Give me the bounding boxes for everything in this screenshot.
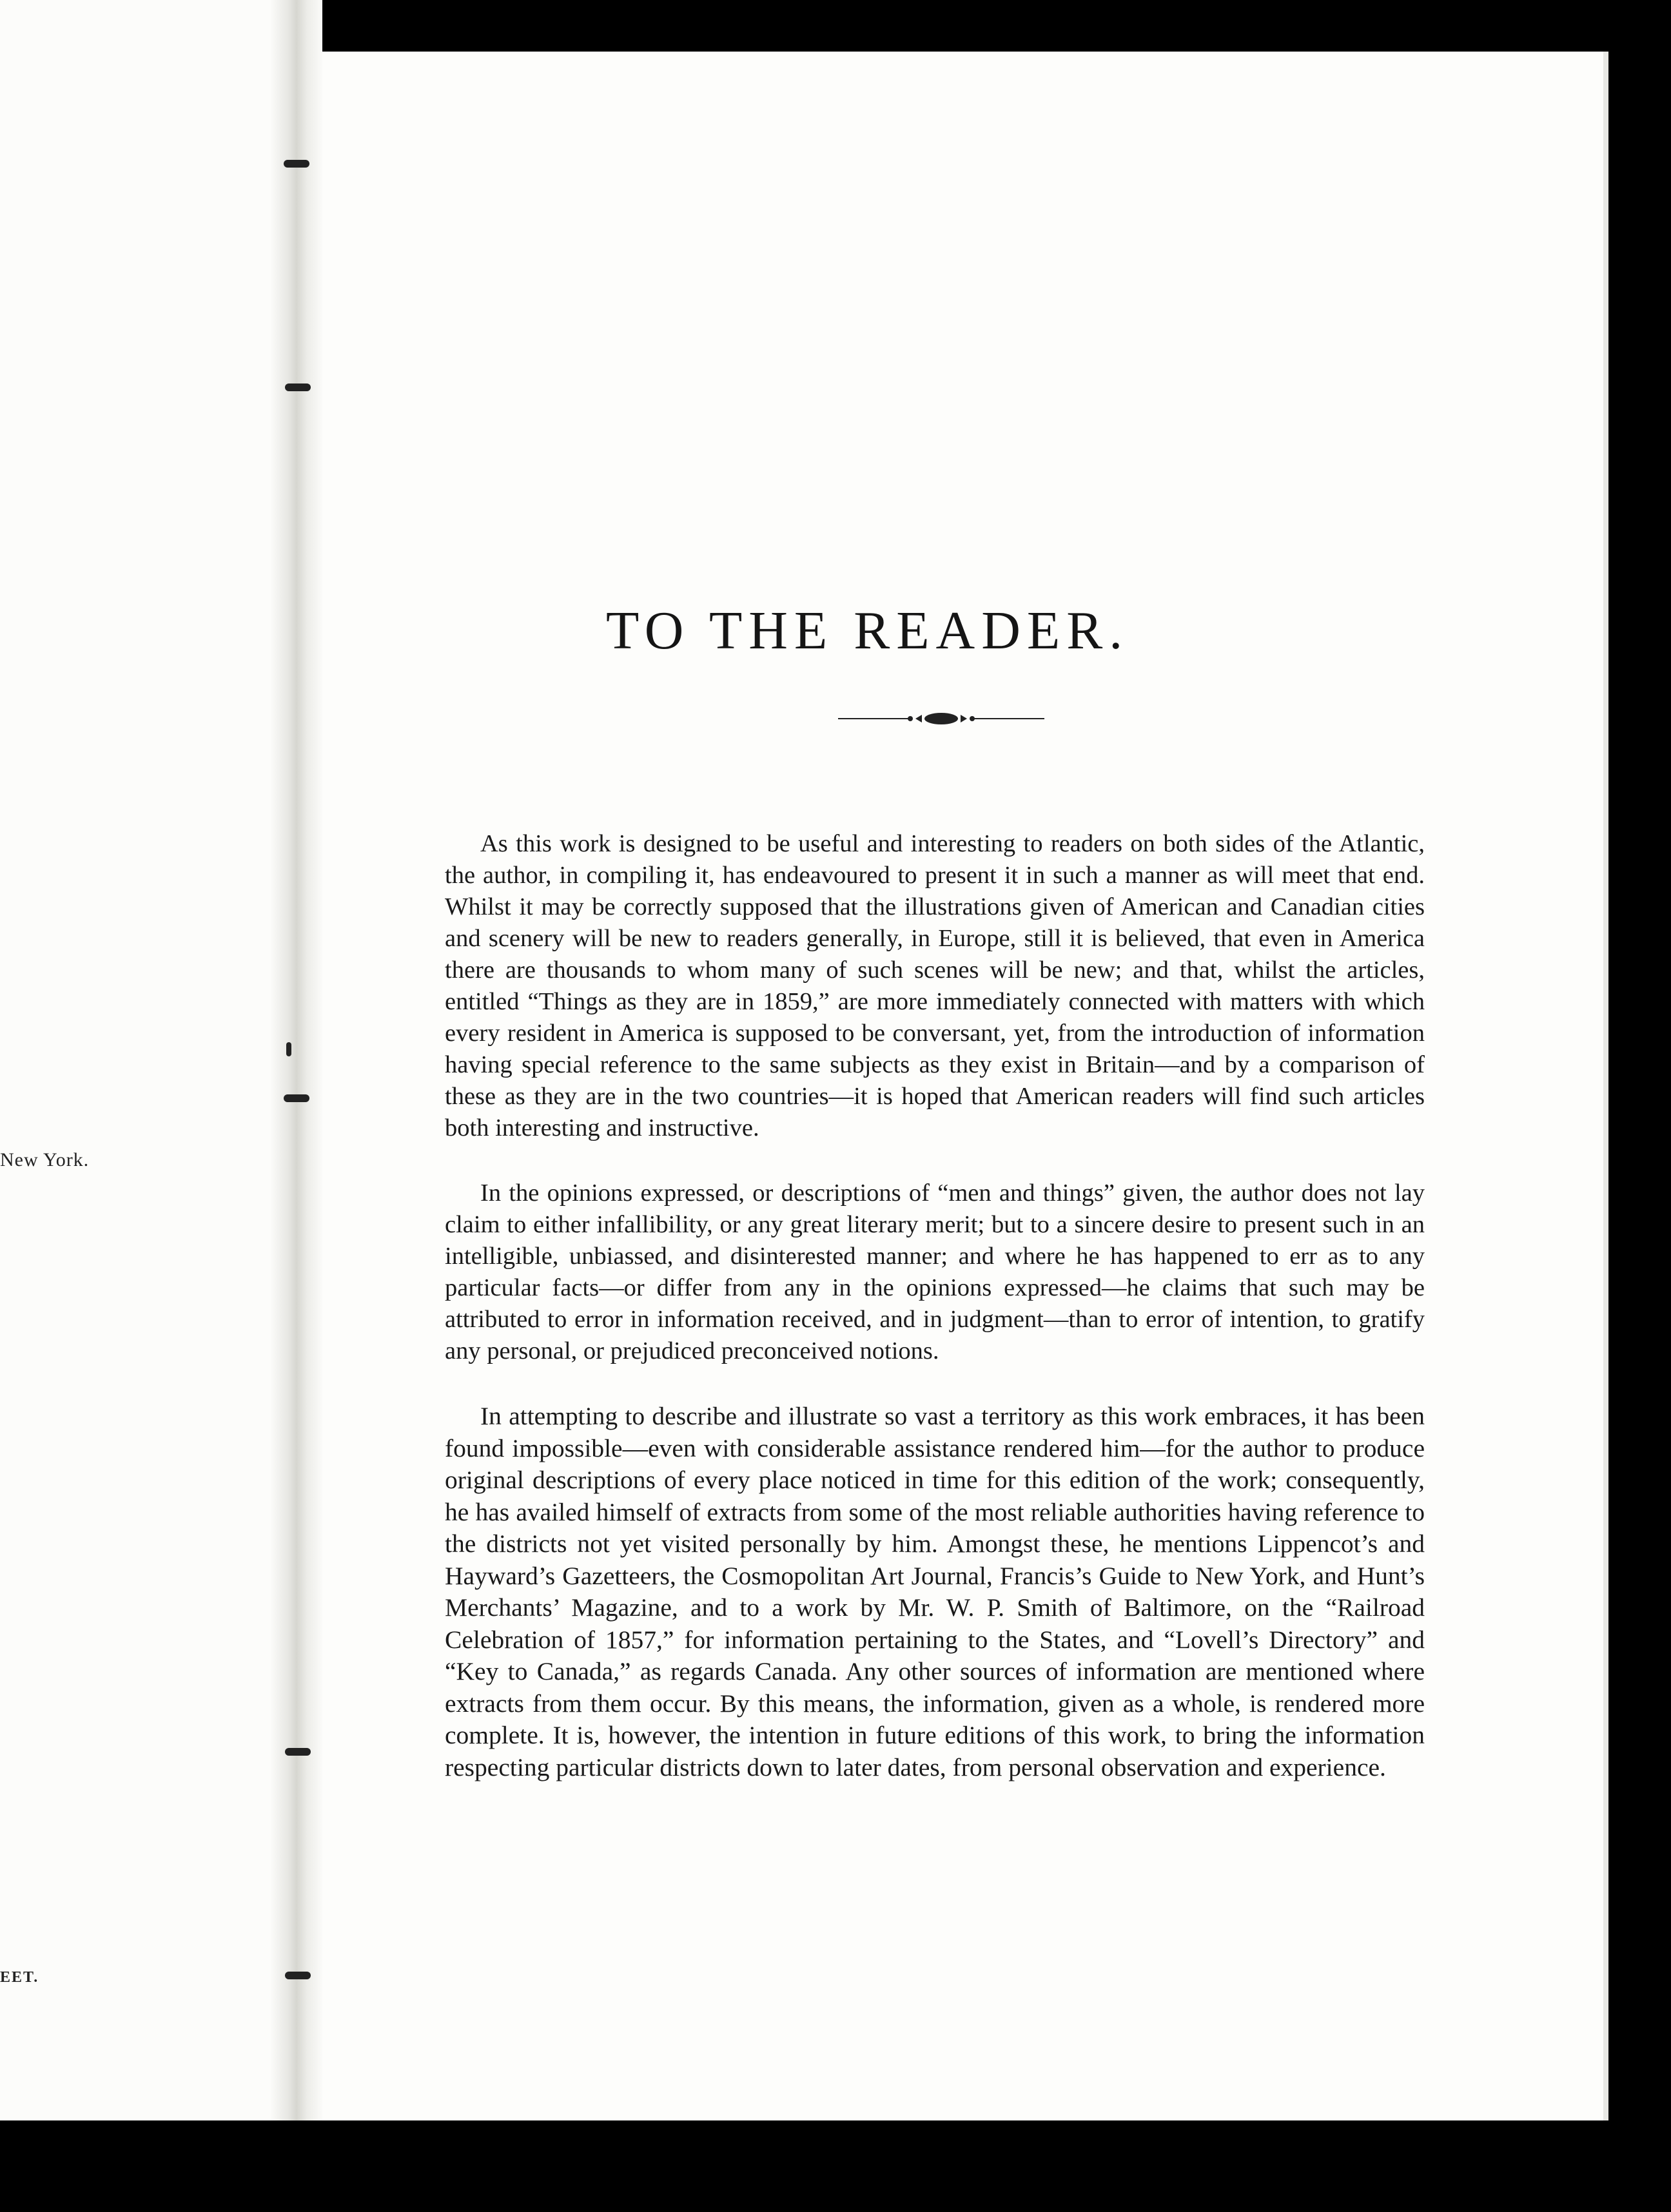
binding-stitch <box>286 1042 291 1056</box>
title-ornament <box>838 709 1044 728</box>
binding-stitch <box>284 160 309 168</box>
paragraph-1: As this work is designed to be useful and interesting to readers on both sides of the Atlantic, the author, in compiling it, has endeavoured to present it in such a manner as will meet that end. Whilst it may be correctly supposed that the illustrations given of American and Canadian cities and scenery will be new to readers generally, in Europe, still it is believed, that even in America there are thousands to whom many of such scenes will be new; and that, whilst the articles, entitled “Things as they are in 1859,” are more immediately connected with matters with which every resident in America is supposed to be conversant, yet, from the introduction of information having special reference to the same subjects as they exist in Britain—and by a comparison of these as they are in the two countries—it is hoped that American readers will find such articles both interesting and instructive. <box>445 830 1425 1141</box>
binding-stitch <box>285 1748 311 1756</box>
left-page-fragment-street: EET. <box>0 1969 39 1986</box>
paragraph-3: In attempting to describe and illustrate so vast a territory as this work embraces, it has been found impossible—even with considerable assistance rendered him—for the author to produce original descriptions of every place noticed in time for this edition of the work; consequently, he has availed himself of extracts from some of the most reliable authorities having reference to the districts not yet visited personally by him. Amongst these, he mentions Lippencot’s and Hayward’s Gazetteers, the Cosmopolitan Art Journal, Francis’s Guide to New York, and Hunt’s Merchants’ Magazine, and to a work by Mr. W. P. Smith of Baltimore, on the “Railroad Celebration of 1857,” for information pertaining to the States, and “Lovell’s Directory” and “Key to Canada,” as regards Canada. Any other sources of information are mentioned where extracts from them occur. By this means, the information, given as a whole, is rendered more complete. It is, however, the intention in future editions of this work, to bring the information respecting particular districts down to later dates, from personal observation and experience. <box>445 1402 1425 1781</box>
binding-stitch <box>285 1972 311 1979</box>
left-page-fragment-city: New York. <box>0 1149 90 1170</box>
paragraph-2: In the opinions expressed, or descriptions of “men and things” given, the author does not lay claim to either infallibility, or any great literary merit; but to a sincere desire to present such in an intelligible, unbiassed, and disinterested manner; and where he has happened to err as to any particular facts—or differ from any in the opinions expressed—he claims that such may be attributed to error in information received, and in judgment—than to error of intention, to gratify any personal, or prejudiced preconceived notions. <box>445 1179 1425 1364</box>
right-page <box>322 52 1608 2120</box>
binding-stitch <box>284 1094 309 1102</box>
left-page <box>0 0 303 2120</box>
binding-stitch <box>285 383 311 391</box>
preface-body <box>445 828 1425 1817</box>
book-spine <box>271 0 322 2120</box>
page-title: TO THE READER. <box>606 601 1129 661</box>
